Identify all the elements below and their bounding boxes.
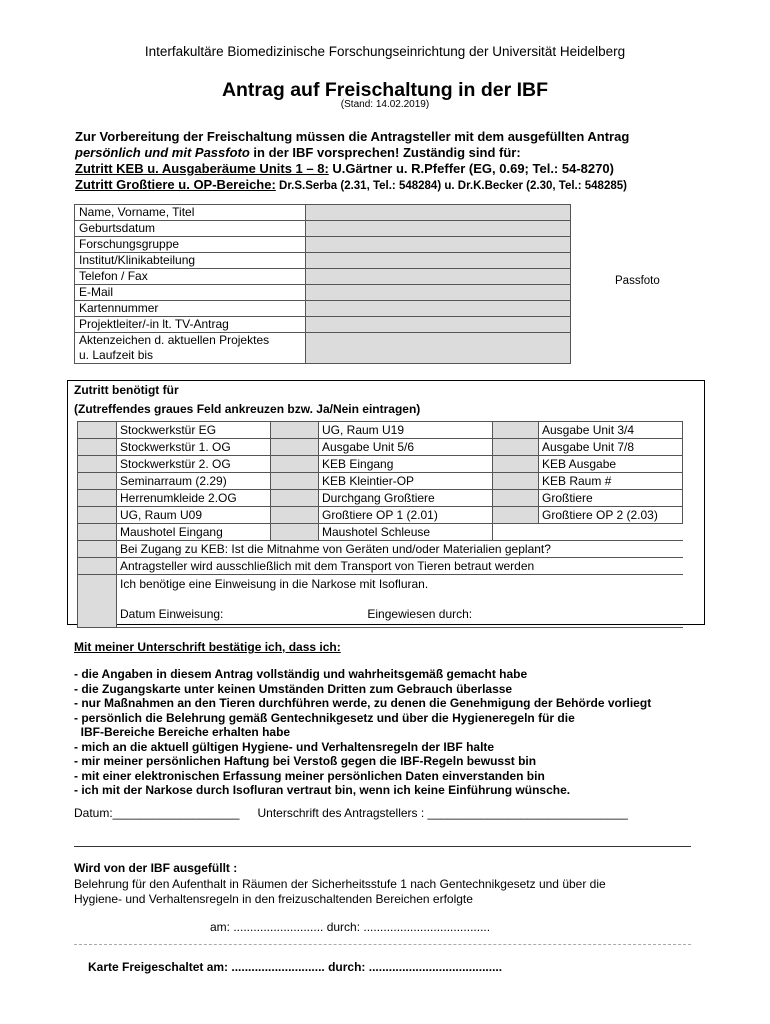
field-label: E-Mail bbox=[75, 285, 306, 301]
ibf-text-line: Belehrung für den Aufenthalt in Räumen der Sicherheitsstufe 1 nach Gentechnikgesetz und über die bbox=[74, 877, 606, 891]
large-animal-contacts: Dr.S.Serba (2.31, Tel.: 548284) u. Dr.K.Becker (2.30, Tel.: 548285) bbox=[275, 180, 627, 192]
list-item: - nur Maßnahmen an den Tieren durchführen werde, zu denen die Genehmigung der Behörde vorliegt bbox=[74, 696, 652, 710]
ibf-section-heading: Wird von der IBF ausgefüllt : bbox=[74, 861, 238, 875]
checkbox-cell[interactable] bbox=[78, 473, 117, 490]
area-label: KEB Ausgabe bbox=[539, 456, 683, 473]
area-label: Durchgang Großtiere bbox=[319, 490, 493, 507]
personal-data-table bbox=[74, 204, 571, 364]
checkbox-cell[interactable] bbox=[493, 439, 539, 456]
large-animal-access-label: Zutritt Großtiere u. OP-Bereiche: bbox=[75, 177, 276, 192]
institution-header: Interfakultäre Biomedizinische Forschungseinrichtung der Universität Heidelberg bbox=[144, 44, 626, 59]
empty-cell bbox=[493, 524, 683, 541]
area-label: Ausgabe Unit 3/4 bbox=[539, 422, 683, 439]
area-label: Maushotel Eingang bbox=[117, 524, 271, 541]
intro-line-3 bbox=[75, 161, 725, 177]
list-item: - mir meiner persönlichen Haftung bei Verstoß gegen die IBF-Regeln bewusst bin bbox=[74, 754, 537, 768]
list-item: - die Angaben in diesem Antrag vollständig und wahrheitsgemäß gemacht habe bbox=[74, 667, 528, 681]
table-row bbox=[78, 456, 683, 473]
instruction-date-label: Datum Einweisung: bbox=[120, 607, 224, 621]
list-item: - die Zugangskarte unter keinen Umständen Dritten zum Gebrauch überlasse bbox=[74, 681, 513, 696]
access-instructions: (Zutreffendes graues Feld ankreuzen bzw. Ja/Nein eintragen) bbox=[74, 402, 421, 416]
keb-access-label: Zutritt KEB u. Ausgaberäume Units 1 – 8: bbox=[75, 161, 329, 176]
area-label: Stockwerkstür 1. OG bbox=[117, 439, 271, 456]
table-row bbox=[78, 524, 683, 541]
checkbox-cell[interactable] bbox=[78, 524, 117, 541]
table-row bbox=[75, 333, 571, 364]
divider bbox=[74, 944, 691, 945]
answer-cell[interactable] bbox=[78, 541, 117, 558]
intro-line-2-rest: in der IBF vorsprechen! Zuständig sind für: bbox=[249, 145, 521, 160]
area-label: Seminarraum (2.29) bbox=[117, 473, 271, 490]
field-label: Geburtsdatum bbox=[75, 221, 306, 237]
project-leader-field[interactable] bbox=[306, 317, 571, 333]
divider bbox=[74, 846, 691, 847]
checkbox-cell[interactable] bbox=[271, 456, 319, 473]
field-label: Name, Vorname, Titel bbox=[75, 205, 306, 221]
table-row bbox=[78, 558, 683, 575]
table-row bbox=[75, 221, 571, 237]
table-row bbox=[78, 422, 683, 439]
area-label: KEB Kleintier-OP bbox=[319, 473, 493, 490]
intro-line-2 bbox=[75, 145, 725, 161]
checkbox-cell[interactable] bbox=[78, 439, 117, 456]
field-label: Projektleiter/-in lt. TV-Antrag bbox=[75, 317, 306, 333]
checkbox-cell[interactable] bbox=[271, 473, 319, 490]
checkbox-cell[interactable] bbox=[493, 490, 539, 507]
checkbox-cell[interactable] bbox=[493, 456, 539, 473]
table-row bbox=[75, 269, 571, 285]
table-row bbox=[78, 439, 683, 456]
table-row bbox=[78, 575, 683, 628]
field-label: Kartennummer bbox=[75, 301, 306, 317]
field-label-line: u. Laufzeit bis bbox=[79, 348, 154, 362]
institute-field[interactable] bbox=[306, 253, 571, 269]
checkbox-cell[interactable] bbox=[271, 524, 319, 541]
field-label: Telefon / Fax bbox=[75, 269, 306, 285]
area-label: Stockwerkstür 2. OG bbox=[117, 456, 271, 473]
area-label: Herrenumkleide 2.OG bbox=[117, 490, 271, 507]
equipment-question: Bei Zugang zu KEB: Ist die Mitnahme von Geräten und/oder Materialien geplant? bbox=[117, 541, 683, 558]
checkbox-cell[interactable] bbox=[271, 507, 319, 524]
area-label: KEB Eingang bbox=[319, 456, 493, 473]
area-label: Großtiere OP 2 (2.03) bbox=[539, 507, 683, 524]
isoflurane-question bbox=[117, 575, 683, 628]
area-label: Maushotel Schleuse bbox=[319, 524, 493, 541]
intro-line-1: Zur Vorbereitung der Freischaltung müssen die Antragsteller mit dem ausgefüllten Antrag bbox=[75, 129, 630, 144]
table-row bbox=[75, 237, 571, 253]
area-label: KEB Raum # bbox=[539, 473, 683, 490]
checkbox-cell[interactable] bbox=[271, 422, 319, 439]
date-field[interactable]: Datum:___________________ bbox=[74, 806, 240, 820]
table-row bbox=[78, 507, 683, 524]
form-title: Antrag auf Freischaltung in der IBF bbox=[221, 79, 549, 101]
isoflurane-text: Ich benötige eine Einweisung in die Narkose mit Isofluran. bbox=[120, 577, 429, 591]
answer-cell[interactable] bbox=[78, 558, 117, 575]
checkbox-cell[interactable] bbox=[271, 439, 319, 456]
ibf-text-line: Hygiene- und Verhaltensregeln in den freizuschaltenden Bereichen erfolgte bbox=[74, 892, 473, 906]
field-label-line: Aktenzeichen d. aktuellen Projektes bbox=[79, 333, 270, 347]
table-row bbox=[78, 490, 683, 507]
card-activation-field[interactable]: Karte Freigeschaltet am: ............................ durch: ........................................ bbox=[88, 960, 503, 974]
intro-text bbox=[75, 129, 725, 194]
area-label: Ausgabe Unit 7/8 bbox=[539, 439, 683, 456]
list-item: - mich an die aktuell gültigen Hygiene- und Verhaltensregeln der IBF halte bbox=[74, 739, 495, 754]
project-reference-field[interactable] bbox=[306, 333, 571, 364]
list-item: - persönlich die Belehrung gemäß Gentechnikgesetz und über die Hygieneregeln für die bbox=[74, 710, 575, 725]
checkbox-cell[interactable] bbox=[493, 422, 539, 439]
ibf-instruction-text bbox=[74, 877, 714, 907]
field-label: Forschungsgruppe bbox=[75, 237, 306, 253]
area-label: Großtiere bbox=[539, 490, 683, 507]
checkbox-cell[interactable] bbox=[78, 507, 117, 524]
checkbox-cell[interactable] bbox=[493, 473, 539, 490]
form-date: (Stand: 14.02.2019) bbox=[340, 99, 430, 110]
answer-cell[interactable] bbox=[78, 575, 117, 628]
birthdate-field[interactable] bbox=[306, 221, 571, 237]
field-label bbox=[75, 333, 306, 364]
table-row bbox=[78, 473, 683, 490]
list-item: - mit einer elektronischen Erfassung meiner persönlichen Daten einverstanden bin bbox=[74, 768, 545, 783]
email-field[interactable] bbox=[306, 285, 571, 301]
checkbox-cell[interactable] bbox=[78, 490, 117, 507]
table-row bbox=[75, 205, 571, 221]
area-label: UG, Raum U19 bbox=[319, 422, 493, 439]
list-item: IBF-Bereiche Bereiche erhalten habe bbox=[74, 725, 291, 739]
checkbox-cell[interactable] bbox=[78, 422, 117, 439]
table-row bbox=[78, 541, 683, 558]
area-label: Ausgabe Unit 5/6 bbox=[319, 439, 493, 456]
table-row bbox=[75, 317, 571, 333]
table-row bbox=[75, 301, 571, 317]
checkbox-cell[interactable] bbox=[493, 507, 539, 524]
keb-contacts: U.Gärtner u. R.Pfeffer (EG, 0.69; Tel.: 54-8270) bbox=[328, 161, 614, 176]
area-label: Großtiere OP 1 (2.01) bbox=[319, 507, 493, 524]
card-number-field[interactable] bbox=[306, 301, 571, 317]
ibf-date-by-field[interactable]: am: ........................... durch: ...................................... bbox=[210, 920, 491, 934]
instruction-date-row bbox=[120, 605, 683, 623]
passport-photo-placeholder: Passfoto bbox=[615, 275, 660, 287]
research-group-field[interactable] bbox=[306, 237, 571, 253]
name-field[interactable] bbox=[306, 205, 571, 221]
intro-emphasis: persönlich und mit Passfoto bbox=[75, 145, 250, 160]
instructed-by-label: Eingewiesen durch: bbox=[367, 607, 473, 621]
checkbox-cell[interactable] bbox=[271, 490, 319, 507]
list-item: - ich mit der Narkose durch Isofluran vertraut bin, wenn ich keine Einführung wünsche. bbox=[74, 783, 571, 797]
phone-field[interactable] bbox=[306, 269, 571, 285]
animal-transport-question: Antragsteller wird ausschließlich mit dem Transport von Tieren betraut werden bbox=[117, 558, 683, 575]
table-row bbox=[75, 285, 571, 301]
area-label: Stockwerkstür EG bbox=[117, 422, 271, 439]
table-row bbox=[75, 253, 571, 269]
field-label: Institut/Klinikabteilung bbox=[75, 253, 306, 269]
signature-row bbox=[74, 806, 628, 820]
access-heading: Zutritt benötigt für bbox=[74, 383, 179, 397]
access-section bbox=[67, 380, 705, 625]
checkbox-cell[interactable] bbox=[78, 456, 117, 473]
intro-line-4 bbox=[75, 177, 725, 194]
area-label: UG, Raum U09 bbox=[117, 507, 271, 524]
confirmation-heading: Mit meiner Unterschrift bestätige ich, dass ich: bbox=[74, 640, 341, 654]
access-table bbox=[77, 421, 683, 628]
signature-field[interactable]: Unterschrift des Antragstellers : ______________________________ bbox=[257, 806, 628, 820]
confirmation-list bbox=[74, 667, 714, 798]
